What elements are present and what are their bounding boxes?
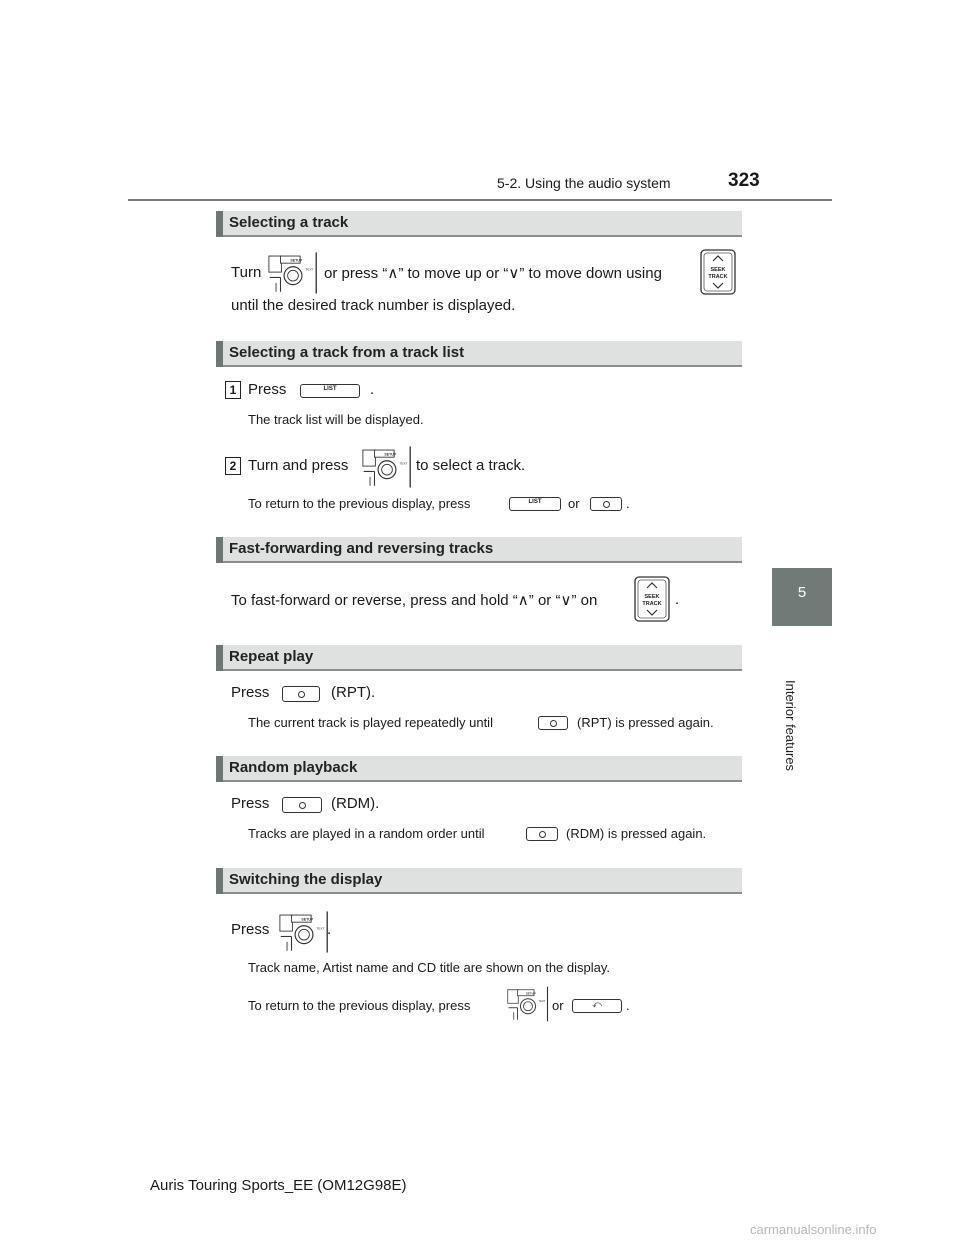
down-symbol: ∨ (560, 592, 572, 609)
step2-note-period: . (626, 496, 630, 511)
tune-select-knob-icon (268, 251, 318, 295)
repeat-rpt: (RPT). (331, 684, 376, 701)
display-note2-or: or (552, 998, 564, 1013)
step1-text: Press (248, 381, 287, 398)
random-rdm: (RDM). (331, 795, 380, 812)
selecting-track-line2: until the desired track number is displayed. (231, 297, 516, 314)
tune-select-knob-icon (279, 910, 332, 954)
list-button-icon: LIST (300, 384, 360, 398)
selecting-track-line1-rest: or press “∧” to move up or “∨” to move down using (324, 265, 662, 282)
random-press: Press (231, 795, 270, 812)
watermark: carmanualsonline.info (750, 1222, 877, 1237)
section-heading-random: Random playback (216, 756, 742, 782)
chapter-tab: 5 (772, 568, 832, 626)
fast-forward-text: To fast-forward or reverse, press and hold “∧” or “∨” on (231, 592, 598, 609)
random-note-a: Tracks are played in a random order until (248, 826, 485, 841)
tune-select-knob-icon (507, 986, 549, 1022)
down-symbol: ∨ (508, 265, 520, 282)
rpt-button-icon (538, 716, 568, 730)
fast-forward-period: . (675, 591, 680, 608)
rdm-button-icon (282, 797, 322, 813)
page-number: 323 (728, 170, 760, 191)
display-note2: To return to the previous display, press (248, 998, 471, 1013)
header-section-title: 5-2. Using the audio system (497, 175, 671, 191)
header-divider (128, 199, 832, 201)
repeat-note-b: (RPT) is pressed again. (577, 715, 714, 730)
selecting-track-line1: Turn (231, 264, 262, 281)
rdm-button-icon (526, 827, 558, 841)
step2-text: Turn and press (248, 457, 349, 474)
step2-note: To return to the previous display, press (248, 496, 471, 511)
display-note1: Track name, Artist name and CD title are shown on the display. (248, 960, 611, 975)
section-heading-display: Switching the display (216, 868, 742, 894)
up-symbol: ∧ (387, 265, 399, 282)
step2-text-rest: to select a track. (416, 457, 526, 474)
random-note-b: (RDM) is pressed again. (566, 826, 707, 841)
step-number-1: 1 (225, 381, 241, 399)
footer-model: Auris Touring Sports_EE (OM12G98E) (150, 1177, 407, 1194)
list-button-icon: LIST (509, 497, 561, 511)
rpt-button-icon (282, 686, 320, 702)
step1-period: . (370, 381, 375, 398)
seek-track-button-icon (700, 249, 736, 295)
display-press: Press (231, 921, 270, 938)
up-symbol: ∧ (517, 592, 529, 609)
section-heading-fast-forward: Fast-forwarding and reversing tracks (216, 537, 742, 563)
seek-track-button-icon (634, 576, 670, 622)
step2-note-or: or (568, 496, 580, 511)
tune-select-knob-icon (362, 445, 412, 489)
section-heading-selecting-track: Selecting a track (216, 211, 742, 237)
repeat-note-a: The current track is played repeatedly until (248, 715, 493, 730)
step1-note: The track list will be displayed. (248, 412, 424, 427)
back-button-icon: ⤺ (572, 999, 622, 1013)
chapter-title: Interior features (783, 680, 798, 772)
display-period: . (327, 921, 332, 938)
repeat-press: Press (231, 684, 270, 701)
display-note2-period: . (626, 998, 630, 1013)
preset-button-icon (590, 497, 622, 511)
section-heading-repeat: Repeat play (216, 645, 742, 671)
step-number-2: 2 (225, 457, 241, 475)
section-heading-track-list: Selecting a track from a track list (216, 341, 742, 367)
